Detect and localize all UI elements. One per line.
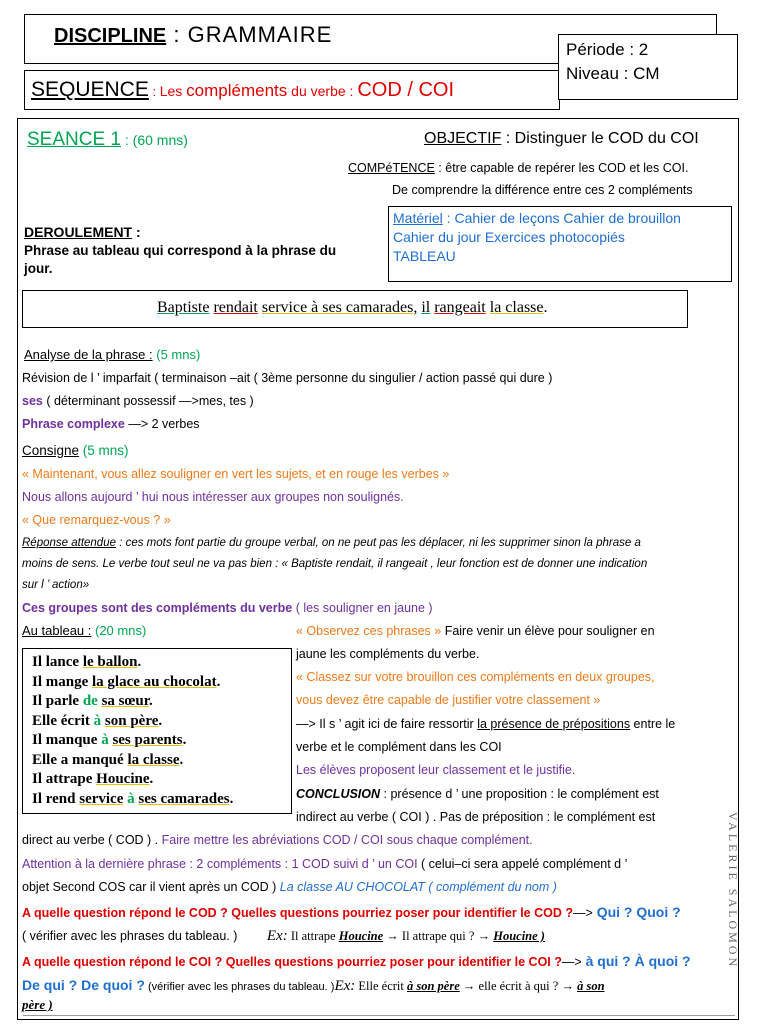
consigne-q3: « Que remarquez-vous ? » xyxy=(22,513,171,527)
tableau-duration: (20 mns) xyxy=(91,623,147,638)
periode-text: Période : 2 xyxy=(566,40,649,59)
il-s-agit-1: —> Il s ’ agit ici de faire ressortir xyxy=(296,717,478,731)
consigne-q2: Nous allons aujourd ’ hui nous intéresser aux groupes non soulignés. xyxy=(22,490,404,504)
phrase-subject-1: Baptiste xyxy=(157,299,210,316)
sequence-les: Les xyxy=(159,83,187,99)
example-end: . xyxy=(182,732,187,748)
sequence-label: SEQUENCE xyxy=(31,78,149,101)
seance-duration: : (60 mns) xyxy=(120,132,188,148)
conclusion-line-1 xyxy=(296,786,659,802)
attention-text-1: Attention à la dernière phrase : 2 compléments : 1 COD suivi d ’ un COI xyxy=(22,857,418,871)
eleves-line: Les élèves proposent leur classement et le justifie. xyxy=(296,763,576,777)
example-complement: son père xyxy=(104,712,159,729)
il-s-agit-3: verbe et le complément dans les COI xyxy=(296,740,502,754)
seance-title: SEANCE 1 xyxy=(27,129,121,150)
analyse-ses-line xyxy=(22,393,254,409)
phrase-period: . xyxy=(543,299,548,316)
direct-line xyxy=(22,832,533,848)
example-2 xyxy=(32,673,220,693)
deroulement-text-2: jour. xyxy=(24,261,53,276)
coi-ex-label: Ex: xyxy=(334,978,356,994)
materiel-line-2: Cahier du jour Exercices photocopiés xyxy=(393,229,625,245)
coi-question-line xyxy=(22,953,691,970)
reponse-line-2: moins de sens. Le verbe tout seul ne va pas bien : « Baptiste rendait, il rangeait , leur fonction est de donner une indication xyxy=(22,558,648,570)
example-complement: la glace au chocolat xyxy=(92,673,217,690)
discipline-label: DISCIPLINE xyxy=(54,25,167,47)
competence-line xyxy=(348,160,688,176)
competence-line-2: De comprendre la différence entre ces 2 compléments xyxy=(392,183,693,197)
example-verb: Elle écrit xyxy=(32,712,90,729)
conclusion-label: CONCLUSION xyxy=(296,787,381,801)
tableau-label: Au tableau : xyxy=(22,623,92,638)
materiel-line-1 xyxy=(393,210,681,226)
objectif-text: : Distinguer le COD du COI xyxy=(501,130,699,147)
cod-ex-label: Ex: xyxy=(266,928,288,944)
materiel-line-3: TABLEAU xyxy=(393,248,456,264)
consigne-q1: « Maintenant, vous allez souligner en vert les sujets, et en rouge les verbes » xyxy=(22,467,450,481)
example-verb: Il parle xyxy=(32,693,80,709)
sequence-title xyxy=(31,78,454,102)
faire-venir-1: Faire venir un élève pour souligner en xyxy=(441,624,655,638)
reponse-line-1 xyxy=(22,535,641,551)
example-3 xyxy=(32,692,153,712)
phrase-comma: , xyxy=(413,299,422,316)
ses-label: ses xyxy=(22,394,43,408)
groupes-line xyxy=(22,600,433,616)
observez: « Observez ces phrases » xyxy=(296,624,442,638)
analyse-heading xyxy=(24,347,200,363)
conclusion-text-1: : présence d ’ une proposition : le complément est xyxy=(380,787,659,801)
example-complement: service xyxy=(79,790,124,807)
analyse-label: Analyse de la phrase : xyxy=(24,347,153,362)
example-end: . xyxy=(179,751,184,768)
conclusion-line-2: indirect au verbe ( COI ) . Pas de préposition : le complément est xyxy=(296,810,656,824)
example-complement-2: ses camarades xyxy=(138,790,230,807)
cod-ex-2: → Il attrape qui ? → xyxy=(383,929,494,943)
attention-text-2: objet Second COS car il vient après un COD ) xyxy=(22,880,277,894)
groupes-bold: Ces groupes sont des compléments du verbe xyxy=(22,601,293,615)
analyse-revision: Révision de l ’ imparfait ( terminaison –ait ( 3ème personne du singulier / action passé qui dure ) xyxy=(22,371,553,385)
coi-question: A quelle question répond le COI ? Quelles questions pourriez poser pour identifier le COI ? xyxy=(22,955,562,969)
coi-answer-2: De qui ? De quoi ? xyxy=(22,977,145,993)
consigne-label: Consigne xyxy=(22,443,80,458)
example-7 xyxy=(32,770,153,790)
example-complement: la classe xyxy=(127,751,180,768)
attention-text-1b: ( celui–ci sera appelé complément d ’ xyxy=(417,857,628,871)
cod-example-line xyxy=(22,928,545,944)
phrase-verb-1: rendait xyxy=(213,299,258,316)
tableau-heading xyxy=(22,623,146,639)
phrase-complement-1: service à ses camarades xyxy=(261,299,414,316)
coi-ex-1: Elle écrit xyxy=(355,979,407,993)
example-verb: Il rend xyxy=(32,790,76,807)
example-complement: ses parents xyxy=(112,732,183,748)
reponse-label: Réponse attendue xyxy=(22,537,116,549)
example-5 xyxy=(32,731,186,751)
ses-text: ( déterminant possessif —>mes, tes ) xyxy=(42,394,254,408)
example-end: . xyxy=(148,693,153,709)
classez-2: vous devez être capable de justifier votre classement » xyxy=(296,693,601,707)
example-preposition: à xyxy=(93,712,102,729)
example-end: . xyxy=(216,673,221,690)
cod-question: A quelle question répond le COD ? Quelles questions pourriez poser pour identifier le COD ? xyxy=(22,906,573,920)
reponse-text-1: : ces mots font partie du groupe verbal, on ne peut pas les déplacer, ni les supprimer sinon la phrase a xyxy=(116,537,641,549)
phrase-complement-2: la classe xyxy=(489,299,544,316)
direct-2: Faire mettre les abréviations COD / COI sous chaque complément. xyxy=(158,833,533,847)
competence-text: : être capable de repérer les COD et les COI. xyxy=(434,161,689,175)
deroulement-heading xyxy=(24,224,141,240)
direct-1: direct au verbe ( COD ) . xyxy=(22,833,159,847)
deroulement-text-1: Phrase au tableau qui correspond à la phrase du xyxy=(24,243,337,258)
sequence-cod-coi: COD / COI xyxy=(357,79,454,101)
reponse-line-3: sur l ’ action» xyxy=(22,579,90,591)
sequence-sep: : xyxy=(148,84,160,99)
example-preposition: à xyxy=(101,732,109,748)
coi-answer: à qui ? À quoi ? xyxy=(581,953,691,969)
coi-ex-2: → elle écrit à qui ? → xyxy=(459,979,578,993)
sequence-du-verbe: du verbe : xyxy=(287,83,358,99)
example-preposition: à xyxy=(127,790,135,807)
sequence-complements: compléments xyxy=(186,81,288,100)
attention-line-1 xyxy=(22,856,627,872)
materiel-label: Matériel xyxy=(393,210,443,226)
observez-line xyxy=(296,623,655,639)
cod-ex-1: Il attrape xyxy=(287,929,339,943)
example-6 xyxy=(32,751,183,771)
cod-verif: ( vérifier avec les phrases du tableau. ) xyxy=(22,929,238,943)
phrase-du-jour xyxy=(157,299,548,317)
coi-example-line xyxy=(22,977,605,995)
coi-ex-ul: à son père xyxy=(406,979,460,993)
example-complement: sa sœur xyxy=(101,693,149,709)
niveau-text: Niveau : CM xyxy=(566,64,660,83)
groupes-paren: ( les souligner en jaune ) xyxy=(292,601,433,615)
coi-verif: (vérifier avec les phrases du tableau. ) xyxy=(144,981,335,993)
objectif-label: OBJECTIF xyxy=(424,130,502,147)
example-verb: Il mange xyxy=(32,673,89,690)
coi-ex-3: à son xyxy=(577,979,605,993)
discipline-title xyxy=(54,22,332,48)
example-1 xyxy=(32,653,141,673)
example-end: . xyxy=(158,712,163,729)
coi-arrow: —> xyxy=(561,955,582,969)
complexe-text: —> 2 verbes xyxy=(124,417,200,431)
analyse-complexe-line xyxy=(22,416,200,432)
example-complement: le ballon xyxy=(82,654,138,670)
cod-answer: Qui ? Quoi ? xyxy=(592,904,681,920)
cod-ex-ul: Houcine xyxy=(338,929,384,943)
frame-inner-line-bottom xyxy=(23,1015,735,1016)
example-verb: Il attrape xyxy=(32,771,93,787)
classez-1: « Classez sur votre brouillon ces compléments en deux groupes, xyxy=(296,670,655,684)
il-s-agit-line xyxy=(296,716,675,732)
complexe-label: Phrase complexe xyxy=(22,417,125,431)
consigne-heading xyxy=(22,443,129,459)
example-8 xyxy=(32,790,233,810)
example-verb: Il lance xyxy=(32,654,80,670)
example-complement: Houcine xyxy=(96,771,150,787)
analyse-duration: (5 mns) xyxy=(152,347,201,362)
seance-heading xyxy=(27,129,188,151)
deroulement-colon: : xyxy=(132,224,141,240)
cod-question-line xyxy=(22,904,681,921)
competence-label: COMPéTENCE xyxy=(348,161,435,175)
example-end: . xyxy=(229,790,234,807)
discipline-value: : GRAMMAIRE xyxy=(166,22,333,47)
faire-venir-2: jaune les compléments du verbe. xyxy=(296,647,480,661)
watermark xyxy=(726,812,768,982)
example-end: . xyxy=(149,771,154,787)
il-s-agit-ul: la présence de prépositions xyxy=(477,717,631,731)
example-end: . xyxy=(137,654,142,670)
objectif xyxy=(424,130,699,148)
deroulement-label: DEROULEMENT xyxy=(24,224,133,240)
coi-ex-4: père ) xyxy=(22,997,53,1012)
attention-text-2b: La classe AU CHOCOLAT ( complément du nom ) xyxy=(276,880,557,894)
consigne-duration: (5 mns) xyxy=(79,443,129,458)
example-preposition: de xyxy=(82,693,98,709)
example-verb: Il manque xyxy=(32,732,98,748)
phrase-verb-2: rangeait xyxy=(434,299,486,316)
example-4 xyxy=(32,712,162,732)
watermark-text: VALERIE SALOMON xyxy=(726,812,740,970)
cod-ex-3: Houcine ) xyxy=(493,929,545,943)
cod-arrow: —> xyxy=(573,906,593,920)
il-s-agit-2: entre le xyxy=(630,717,676,731)
phrase-subject-2: il xyxy=(421,299,431,316)
attention-line-2 xyxy=(22,879,557,895)
materiel-text-1: : Cahier de leçons Cahier de brouillon xyxy=(442,210,681,226)
example-verb: Elle a manqué xyxy=(32,751,124,768)
